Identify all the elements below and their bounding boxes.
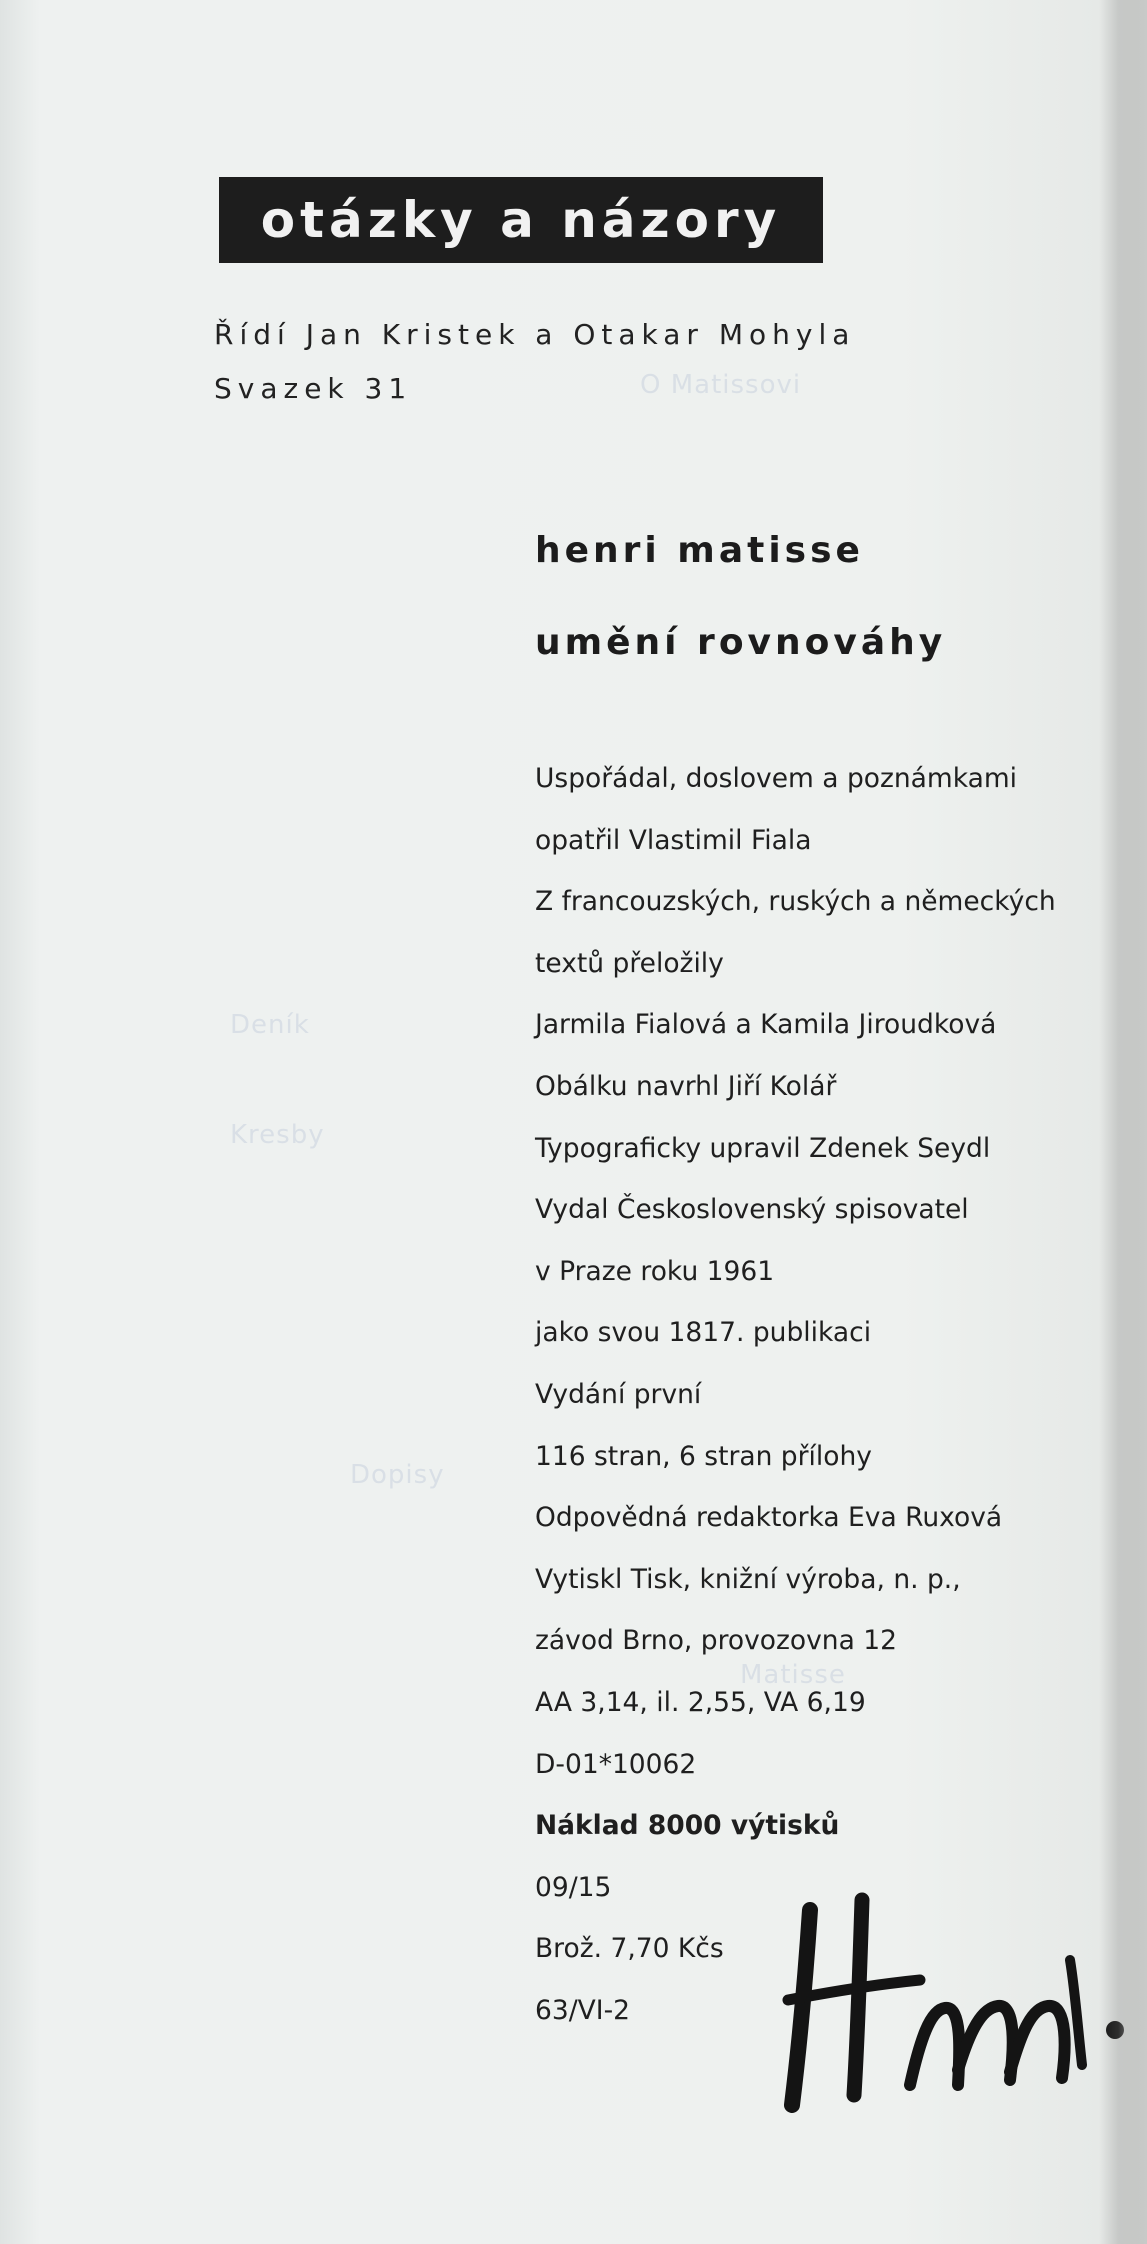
imprint-line: 116 stran, 6 stran přílohy [535,1440,872,1472]
show-through-text: Kresby [230,1120,325,1150]
series-editors: Řídí Jan Kristek a Otakar Mohyla [214,318,856,351]
author-name: henri matisse [535,530,864,571]
imprint-line: Brož. 7,70 Kčs [535,1933,724,1965]
show-through-text: Matisse [740,1660,846,1690]
volume-number: Svazek 31 [214,372,413,405]
imprint-list [535,748,1095,2041]
imprint-line: D-01*10062 [535,1748,697,1780]
imprint-line: 09/15 [535,1871,612,1903]
imprint-line: textů přeložily [535,947,724,979]
imprint-line: v Praze roku 1961 [535,1255,775,1287]
show-through-text: O Matissovi [640,370,802,400]
book-title: umění rovnováhy [535,622,947,663]
imprint-line: Typograficky upravil Zdenek Seydl [535,1132,991,1164]
imprint-line: závod Brno, provozovna 12 [535,1625,897,1657]
imprint-line: Obálku navrhl Jiří Kolář [535,1070,837,1102]
imprint-line: Odpovědná redaktorka Eva Ruxová [535,1502,1003,1534]
imprint-line: Uspořádal, doslovem a poznámkami [535,763,1018,794]
show-through-text: Deník [230,1010,310,1040]
imprint-line: Jarmila Fialová a Kamila Jiroudková [535,1009,997,1041]
imprint-line: AA 3,14, il. 2,55, VA 6,19 [535,1686,866,1718]
imprint-line: opatřil Vlastimil Fiala [535,824,812,856]
imprint-line: Z francouzských, ruských a německých [535,886,1056,918]
page-edge-shadow [1099,0,1147,2244]
imprint-line: jako svou 1817. publikaci [535,1317,872,1349]
series-title: otázky a názory [219,177,823,263]
imprint-line: Náklad 8000 výtisků [535,1810,840,1842]
imprint-line: Vydal Československý spisovatel [535,1194,969,1226]
imprint-line: Vytiskl Tisk, knižní výroba, n. p., [535,1563,961,1595]
signature-hm-icon [770,1880,1140,2120]
imprint-line: Vydání první [535,1378,702,1410]
show-through-text: Dopisy [350,1460,445,1490]
imprint-line: 63/VI-2 [535,1994,631,2026]
